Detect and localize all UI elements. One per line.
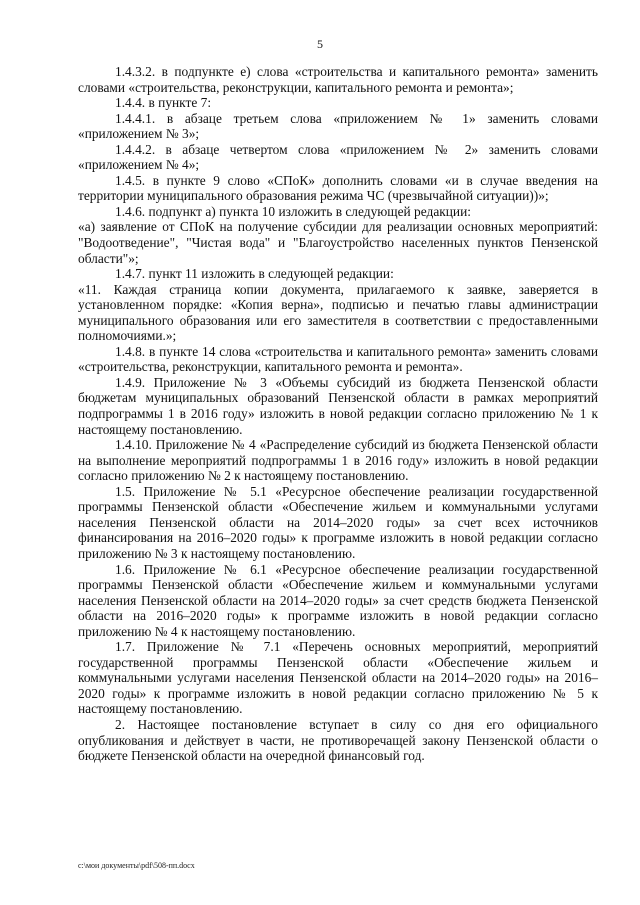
paragraph-1-4-3-2: 1.4.3.2. в подпункте е) слова «строительства и капитального ремонта» заменить словами «строительства, реконструкции, капитального ремонта и ремонта»; <box>78 64 598 95</box>
paragraph-1-4-5: 1.4.5. в пункте 9 слово «СПоК» дополнить словами «и в случае введения на территории муниципального образования режима ЧС (чрезвычайной ситуации))»; <box>78 172 598 204</box>
paragraph-1-7: 1.7. Приложение № 7.1 «Перечень основных мероприятий, мероприятий государственной программы Пензенской области «Обеспечение жильем и коммунальными услугами населения Пензенской области на 2014–2020 годы» на 2016–2020 годы» к программе изложить в новой редакции согласно приложению № 5 к настоящему постановлению. <box>78 639 598 717</box>
page-number: 5 <box>317 37 323 51</box>
paragraph-1-6: 1.6. Приложение № 6.1 «Ресурсное обеспечение реализации государственной программы Пензенской области «Обеспечение жильем и коммунальными услугами населения Пензенской области на 2014–2020 годы» за счет средств бюджета Пензенской области на 2016–2020 годы» к программе изложить в новой редакции согласно приложению № 4 к настоящему постановлению. <box>78 561 598 639</box>
paragraph-1-4-6-quote: «а) заявление от СПоК на получение субсидии для реализации основных мероприятий: "Водоотведение", "Чистая вода" и "Благоустройство населенных пунктов Пензенской области"»; <box>78 219 598 266</box>
paragraph-2: 2. Настоящее постановление вступает в силу со дня его официального опубликования и действует в части, не противоречащей закону Пензенской области о бюджете Пензенской области на очередной финансовый год. <box>78 716 598 764</box>
document-body <box>78 64 598 764</box>
paragraph-1-4-4-2: 1.4.4.2. в абзаце четвертом слова «приложением № 2» заменить словами «приложением № 4»; <box>78 141 598 173</box>
paragraph-1-4-8: 1.4.8. в пункте 14 слова «строительства и капитального ремонта» заменить словами «строительства, реконструкции, капитального ремонта и ремонта». <box>78 343 598 375</box>
paragraph-1-5: 1.5. Приложение № 5.1 «Ресурсное обеспечение реализации государственной программы Пензенской области «Обеспечение жильем и коммунальными услугами населения Пензенской области на 2014–2020 годы» за счет всех источников финансирования на 2016–2020 годы» к программе изложить в новой редакции согласно приложению № 3 к настоящему постановлению. <box>78 483 598 561</box>
footer-file-path: c:\мои документы\pdf\508-пп.docx <box>78 861 195 870</box>
paragraph-1-4-10: 1.4.10. Приложение № 4 «Распределение субсидий из бюджета Пензенской области на выполнение мероприятий подпрограммы 1 в 2016 году» изложить в новой редакции согласно приложению № 2 к настоящему постановлению. <box>78 437 598 484</box>
paragraph-1-4-7-quote: «11. Каждая страница копии документа, прилагаемого к заявке, заверяется в установленном порядке: «Копия верна», подписью и печатью главы администрации муниципального образования или его заместителя в соответствии с предоставленными полномочиями.»; <box>78 281 598 344</box>
paragraph-1-4-4: 1.4.4. в пункте 7: <box>115 95 212 111</box>
paragraph-1-4-6: 1.4.6. подпункт а) пункта 10 изложить в следующей редакции: <box>115 203 471 219</box>
paragraph-1-4-7: 1.4.7. пункт 11 изложить в следующей редакции: <box>115 266 394 282</box>
paragraph-1-4-9: 1.4.9. Приложение № 3 «Объемы субсидий из бюджета Пензенской области бюджетам муниципальных образований Пензенской области в рамках мероприятий подпрограммы 1 в 2016 году» изложить в новой редакции согласно приложению № 1 к настоящему постановлению. <box>78 374 598 437</box>
paragraph-1-4-4-1: 1.4.4.1. в абзаце третьем слова «приложением № 1» заменить словами «приложением № 3»; <box>78 110 598 142</box>
